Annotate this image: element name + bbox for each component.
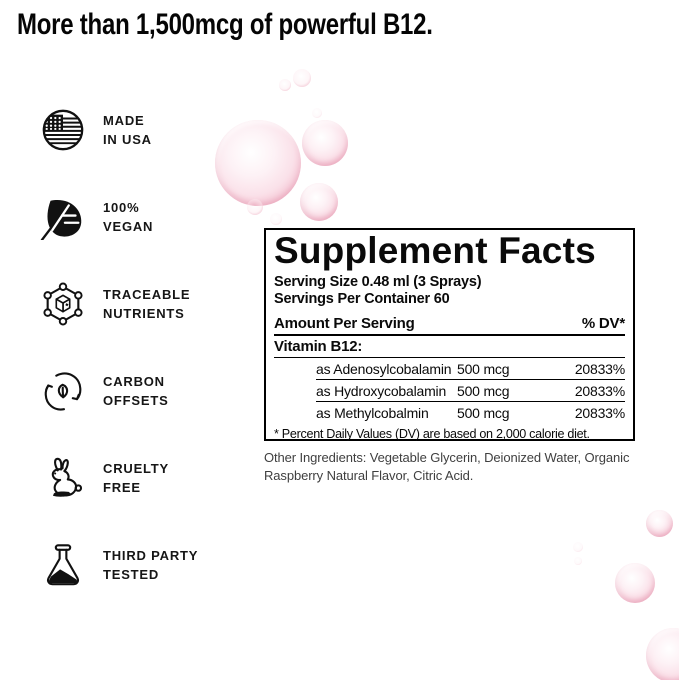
nutrient-amount: 500 mcg [457, 404, 510, 421]
badge-traceable-nutrients [40, 281, 190, 327]
bubble-decoration [300, 183, 338, 221]
traceable-nutrients-icon [40, 281, 86, 327]
serving-size: Serving Size 0.48 ml (3 Sprays) [274, 274, 482, 290]
badge-label: CRUELTY FREE [103, 461, 170, 495]
carbon-offsets-icon [40, 368, 86, 414]
nutrient-row [316, 358, 625, 380]
badge-label: CARBON OFFSETS [103, 374, 169, 408]
bubble-decoration [312, 108, 322, 118]
bubble-decoration [293, 69, 311, 87]
bubble-decoration [279, 79, 291, 91]
nutrient-dv: 20833% [574, 360, 625, 377]
bubble-decoration [247, 199, 263, 215]
nutrient-row [316, 380, 625, 402]
third-party-tested-flask-icon [40, 542, 86, 588]
nutrient-group-vitamin-b12: Vitamin B12: [274, 336, 625, 358]
bubble-decoration [270, 213, 282, 225]
vegan-leaf-icon [40, 194, 86, 240]
nutrient-dv: 20833% [574, 382, 625, 399]
supplement-facts-title: Supplement Facts [274, 230, 596, 271]
badge-cruelty-free [40, 455, 169, 501]
dv-column-header: % DV* [581, 315, 625, 332]
badge-label: TRACEABLE NUTRIENTS [103, 287, 191, 321]
badge-label: MADE IN USA [103, 113, 152, 147]
nutrient-name: as Adenosylcobalamin [316, 360, 452, 377]
badge-made-in-usa [40, 107, 152, 153]
amount-per-serving-label: Amount Per Serving [274, 315, 415, 332]
badge-carbon-offsets [40, 368, 169, 414]
badge-vegan [40, 194, 153, 240]
supplement-facts-panel [264, 228, 635, 441]
nutrient-amount: 500 mcg [457, 360, 510, 377]
headline: More than 1,500mcg of powerful B12. [17, 8, 433, 41]
bubble-decoration [573, 542, 583, 552]
cruelty-free-rabbit-icon [40, 455, 86, 501]
nutrient-row [316, 402, 625, 423]
nutrient-name: as Hydroxycobalamin [316, 382, 447, 399]
dv-footnote: * Percent Daily Values (DV) are based on 2,000 calorie diet. [274, 427, 590, 441]
bubble-decoration [302, 120, 348, 166]
other-ingredients [264, 449, 639, 484]
badge-third-party-tested [40, 542, 198, 588]
bubble-decoration [215, 120, 301, 206]
badge-label: 100% VEGAN [103, 200, 154, 234]
bubble-decoration [574, 557, 582, 565]
other-ingredients-line2: Raspberry Natural Flavor, Citric Acid. [264, 467, 474, 483]
bubble-decoration [615, 563, 655, 603]
bubble-decoration [646, 628, 679, 680]
servings-per-container: Servings Per Container 60 [274, 291, 450, 307]
nutrient-dv: 20833% [574, 404, 625, 421]
badge-label: THIRD PARTY TESTED [103, 548, 199, 582]
usa-flag-icon [40, 107, 86, 153]
bubble-decoration [646, 510, 673, 537]
nutrient-name: as Methylcobalmin [316, 404, 429, 421]
nutrient-amount: 500 mcg [457, 382, 510, 399]
other-ingredients-line1: Other Ingredients: Vegetable Glycerin, Deionized Water, Organic [264, 450, 630, 465]
